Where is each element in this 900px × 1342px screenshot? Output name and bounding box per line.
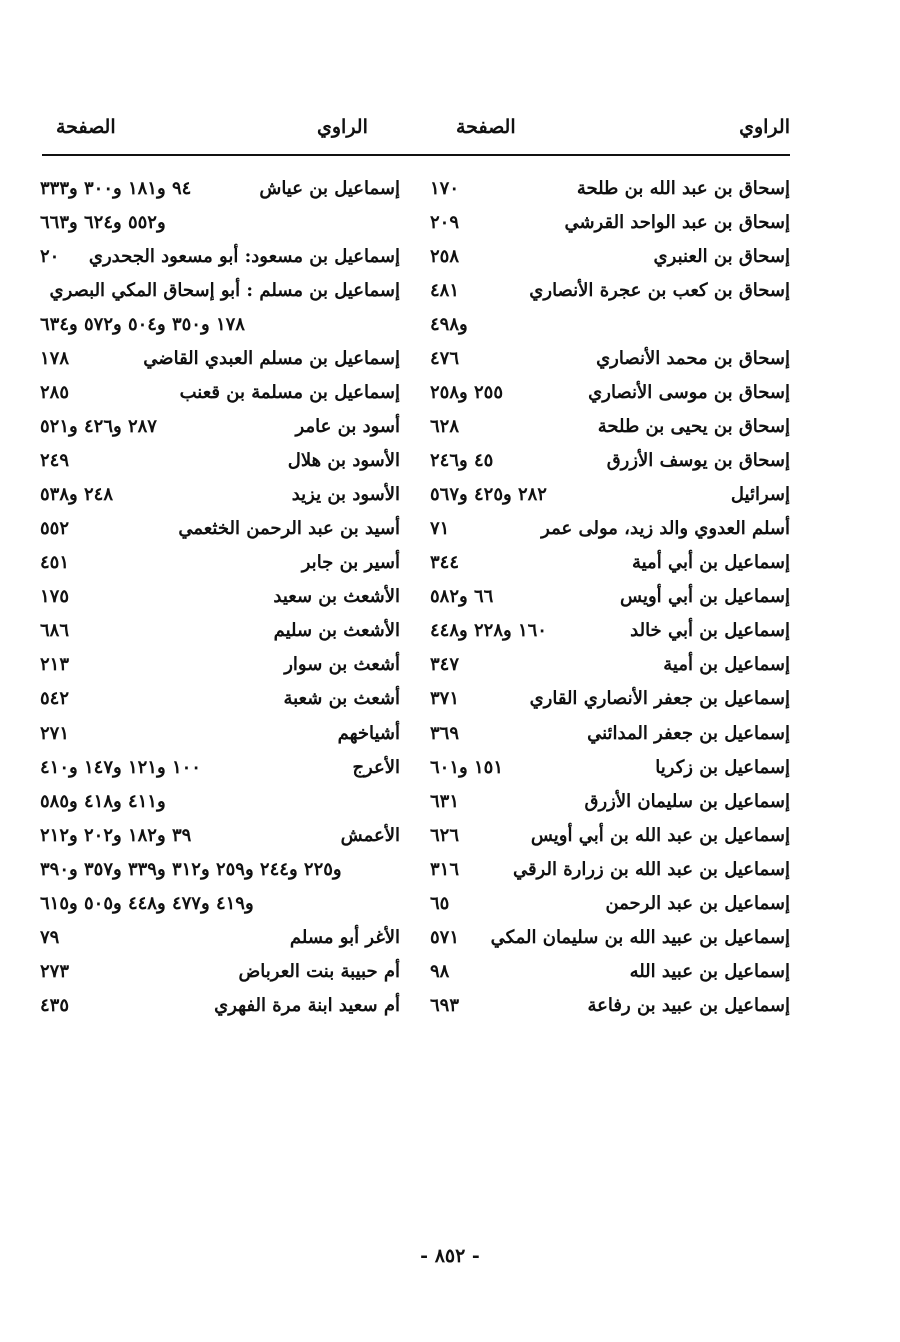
page-refs: ٦٥ bbox=[430, 892, 450, 914]
narrator-name: إسماعيل بن عبد الله بن زرارة الرقي bbox=[512, 858, 790, 880]
narrator-name: إسماعيل بن عبيد الله bbox=[629, 960, 790, 982]
page-refs: ٥٤٢ bbox=[40, 688, 70, 710]
page-refs: ٢٨٧ و٤٢٦ و٥٢١ bbox=[40, 416, 157, 438]
index-row bbox=[40, 548, 400, 582]
page-refs: ١٧٨ و٣٥٠ و٥٠٤ و٥٧٢ و٦٣٤ bbox=[40, 314, 245, 336]
narrator-name: أسلم العدوي والد زيد، مولى عمر bbox=[541, 518, 790, 540]
page-refs: ٣٦٩ bbox=[430, 722, 460, 744]
page-refs: ٤٣٥ bbox=[40, 994, 70, 1016]
narrator-name: إسماعيل بن أبي أمية bbox=[631, 552, 790, 574]
index-row bbox=[40, 378, 400, 412]
narrator-name: الأشعث بن سعيد bbox=[273, 586, 400, 608]
index-row bbox=[40, 242, 400, 276]
page-refs: ٧٩ bbox=[40, 926, 60, 948]
page-refs: ٣١٦ bbox=[430, 858, 460, 880]
narrator-name: أشعث بن سوار bbox=[284, 654, 400, 676]
index-row bbox=[430, 548, 790, 582]
narrator-name: الأسود بن يزيد bbox=[291, 484, 400, 506]
page-refs: ٢٥٨ bbox=[430, 246, 460, 268]
index-row bbox=[40, 753, 400, 787]
index-row bbox=[40, 480, 400, 514]
narrator-name: إسحاق بن العنبري bbox=[653, 246, 790, 268]
page-refs: ٢٠ bbox=[40, 246, 60, 268]
narrator-name: الأعمش bbox=[340, 824, 400, 846]
narrator-name: إسحاق بن موسى الأنصاري bbox=[588, 382, 790, 404]
narrator-name: أسيد بن عبد الرحمن الخثعمي bbox=[178, 518, 400, 540]
right-narrator-heading: الراوي bbox=[739, 116, 790, 138]
index-row bbox=[40, 412, 400, 446]
page-refs: ٢٨٥ bbox=[40, 382, 70, 404]
index-row bbox=[40, 616, 400, 650]
narrator-name: إسحاق بن كعب بن عجرة الأنصاري bbox=[529, 280, 790, 302]
index-row bbox=[40, 208, 400, 242]
narrator-name: إسحاق بن عبد الواحد القرشي bbox=[564, 212, 790, 234]
page-refs: ٤٨١ bbox=[430, 280, 460, 302]
narrator-name: إسماعيل بن مسلم العبدي القاضي bbox=[143, 348, 400, 370]
index-row bbox=[430, 855, 790, 889]
page-refs: ٣٤٤ bbox=[430, 552, 460, 574]
narrator-name: إسرائيل bbox=[730, 484, 790, 506]
index-row bbox=[430, 208, 790, 242]
page-refs: ٢٤٩ bbox=[40, 450, 70, 472]
page-refs: ٢٧١ bbox=[40, 722, 70, 744]
index-row bbox=[430, 889, 790, 923]
page-refs: ١٥١ و٦٠١ bbox=[430, 756, 503, 778]
index-row bbox=[430, 684, 790, 718]
page-refs: ١٧٥ bbox=[40, 586, 70, 608]
index-row bbox=[40, 514, 400, 548]
page-refs: و٤١٩ و٤٧٧ و٤٤٨ و٥٠٥ و٦١٥ bbox=[40, 892, 254, 914]
index-row bbox=[430, 310, 790, 344]
narrator-name: إسماعيل بن أبي خالد bbox=[630, 620, 790, 642]
narrator-name: أشياخهم bbox=[337, 722, 400, 744]
index-row bbox=[40, 957, 400, 991]
index-row bbox=[40, 923, 400, 957]
page-refs: ٧١ bbox=[430, 518, 450, 540]
page-number: - ٨٥٢ - bbox=[420, 1245, 480, 1267]
index-row bbox=[40, 684, 400, 718]
page-refs: ٦٦ و٥٨٢ bbox=[430, 586, 494, 608]
narrator-name: إسماعيل بن أمية bbox=[663, 654, 790, 676]
index-row bbox=[430, 650, 790, 684]
narrator-name: إسحاق بن عبد الله بن طلحة bbox=[576, 178, 790, 199]
page-refs: ٤٥ و٢٤٦ bbox=[430, 450, 494, 472]
narrator-name: الأشعث بن سليم bbox=[273, 620, 400, 642]
page-refs: ٤٧٦ bbox=[430, 348, 460, 370]
narrator-name: إسماعيل بن عياش bbox=[259, 178, 400, 199]
page-refs: ٥٧١ bbox=[430, 926, 460, 948]
page-refs: ٦٩٣ bbox=[430, 994, 460, 1016]
page-refs: و٤٩٨ bbox=[430, 314, 468, 336]
index-row bbox=[40, 889, 400, 923]
narrator-name: إسماعيل بن عبيد بن رفاعة bbox=[587, 994, 790, 1016]
index-row bbox=[430, 514, 790, 548]
index-row bbox=[430, 957, 790, 991]
index-row bbox=[40, 446, 400, 480]
narrator-name: إسحاق بن محمد الأنصاري bbox=[596, 348, 790, 370]
narrator-name: أسير بن جابر bbox=[301, 552, 400, 574]
index-row bbox=[40, 344, 400, 378]
narrator-name: إسماعيل بن مسلمة بن قعنب bbox=[179, 382, 400, 404]
narrator-name: الأغر أبو مسلم bbox=[289, 926, 400, 948]
page-refs: ٢١٣ bbox=[40, 654, 70, 676]
index-row bbox=[40, 310, 400, 344]
page-refs: ٦٣١ bbox=[430, 790, 460, 812]
index-row bbox=[430, 412, 790, 446]
index-row bbox=[430, 616, 790, 650]
index-row bbox=[430, 923, 790, 957]
page-refs: ١٠٠ و١٢١ و١٤٧ و٤١٠ bbox=[40, 756, 201, 778]
index-row bbox=[40, 855, 400, 889]
narrator-name: إسماعيل بن سليمان الأزرق bbox=[584, 790, 790, 812]
index-row bbox=[430, 719, 790, 753]
page-refs: ١٧٠ bbox=[430, 178, 460, 199]
right-column bbox=[430, 174, 790, 1025]
page-refs: ٢٧٣ bbox=[40, 960, 70, 982]
narrator-name: أم سعيد ابنة مرة الفهري bbox=[214, 994, 400, 1016]
page-refs: ١٧٨ bbox=[40, 348, 70, 370]
index-row bbox=[40, 719, 400, 753]
index-row bbox=[430, 174, 790, 208]
narrator-name: إسماعيل بن جعفر الأنصاري القاري bbox=[529, 688, 790, 710]
right-page-heading: الصفحة bbox=[456, 116, 516, 138]
narrator-name: أم حبيبة بنت العرباض bbox=[238, 960, 400, 982]
narrator-name: أسود بن عامر bbox=[295, 416, 400, 438]
page-refs: ٢٨٢ و٤٢٥ و٥٦٧ bbox=[430, 484, 547, 506]
left-narrator-heading: الراوي bbox=[317, 116, 368, 138]
left-column bbox=[40, 174, 400, 1025]
index-row bbox=[40, 787, 400, 821]
index-row bbox=[40, 650, 400, 684]
index-row bbox=[40, 276, 400, 310]
index-row bbox=[430, 344, 790, 378]
narrator-name: إسماعيل بن أبي أويس bbox=[620, 586, 790, 608]
page-refs: و٤١١ و٤١٨ و٥٨٥ bbox=[40, 790, 166, 812]
page-refs: و٥٥٢ و٦٢٤ و٦٦٣ bbox=[40, 212, 166, 234]
page-refs: ٣٧١ bbox=[430, 688, 460, 710]
narrator-name: إسماعيل بن مسعود: أبو مسعود الجحدري bbox=[88, 246, 400, 268]
index-row bbox=[430, 242, 790, 276]
index-row bbox=[430, 276, 790, 310]
narrator-name: إسماعيل بن مسلم : أبو إسحاق المكي البصري bbox=[49, 280, 400, 302]
header-rule bbox=[42, 154, 790, 156]
page-refs: و٢٢٥ و٢٤٤ و٢٥٩ و٣١٢ و٣٣٩ و٣٥٧ و٣٩٠ bbox=[40, 858, 342, 880]
narrator-name: الأعرج bbox=[352, 756, 400, 778]
index-row bbox=[430, 821, 790, 855]
index-row bbox=[430, 582, 790, 616]
index-row bbox=[430, 787, 790, 821]
narrator-name: إسماعيل بن جعفر المدائني bbox=[587, 722, 790, 744]
narrator-name: إسماعيل بن عبد الله بن أبي أويس bbox=[530, 824, 790, 846]
narrator-name: أشعث بن شعبة bbox=[283, 688, 400, 710]
index-row bbox=[430, 378, 790, 412]
index-row bbox=[40, 991, 400, 1025]
page-refs: ٦٨٦ bbox=[40, 620, 70, 642]
index-row bbox=[430, 480, 790, 514]
index-row bbox=[430, 991, 790, 1025]
narrator-name: إسماعيل بن زكريا bbox=[655, 756, 790, 778]
index-row bbox=[40, 582, 400, 616]
page-refs: ٢٥٥ و٢٥٨ bbox=[430, 382, 503, 404]
narrator-name: إسحاق بن يحيى بن طلحة bbox=[597, 416, 790, 438]
page-refs: ٣٤٧ bbox=[430, 654, 460, 676]
narrator-name: إسحاق بن يوسف الأزرق bbox=[606, 450, 790, 472]
index-row bbox=[430, 753, 790, 787]
left-page-heading: الصفحة bbox=[56, 116, 116, 138]
index-row bbox=[430, 446, 790, 480]
page-refs: ٢٠٩ bbox=[430, 212, 460, 234]
page-refs: ٩٨ bbox=[430, 960, 450, 982]
narrator-name: إسماعيل بن عبد الرحمن bbox=[605, 892, 790, 914]
page-refs: ٦٢٦ bbox=[430, 824, 460, 846]
page-refs: ٣٩ و١٨٢ و٢٠٢ و٢١٢ bbox=[40, 824, 192, 846]
page-refs: ٢٤٨ و٥٣٨ bbox=[40, 484, 113, 506]
page-refs: ١٦٠ و٢٢٨ و٤٤٨ bbox=[430, 620, 547, 642]
page-refs: ٤٥١ bbox=[40, 552, 70, 574]
index-row bbox=[40, 174, 400, 208]
index-row bbox=[40, 821, 400, 855]
page-refs: ٩٤ و١٨١ و٣٠٠ و٣٣٣ bbox=[40, 178, 192, 199]
table-header bbox=[42, 112, 790, 146]
page-refs: ٦٢٨ bbox=[430, 416, 460, 438]
narrator-name: الأسود بن هلال bbox=[287, 450, 400, 472]
page-refs: ٥٥٢ bbox=[40, 518, 70, 540]
narrator-name: إسماعيل بن عبيد الله بن سليمان المكي bbox=[490, 926, 790, 948]
